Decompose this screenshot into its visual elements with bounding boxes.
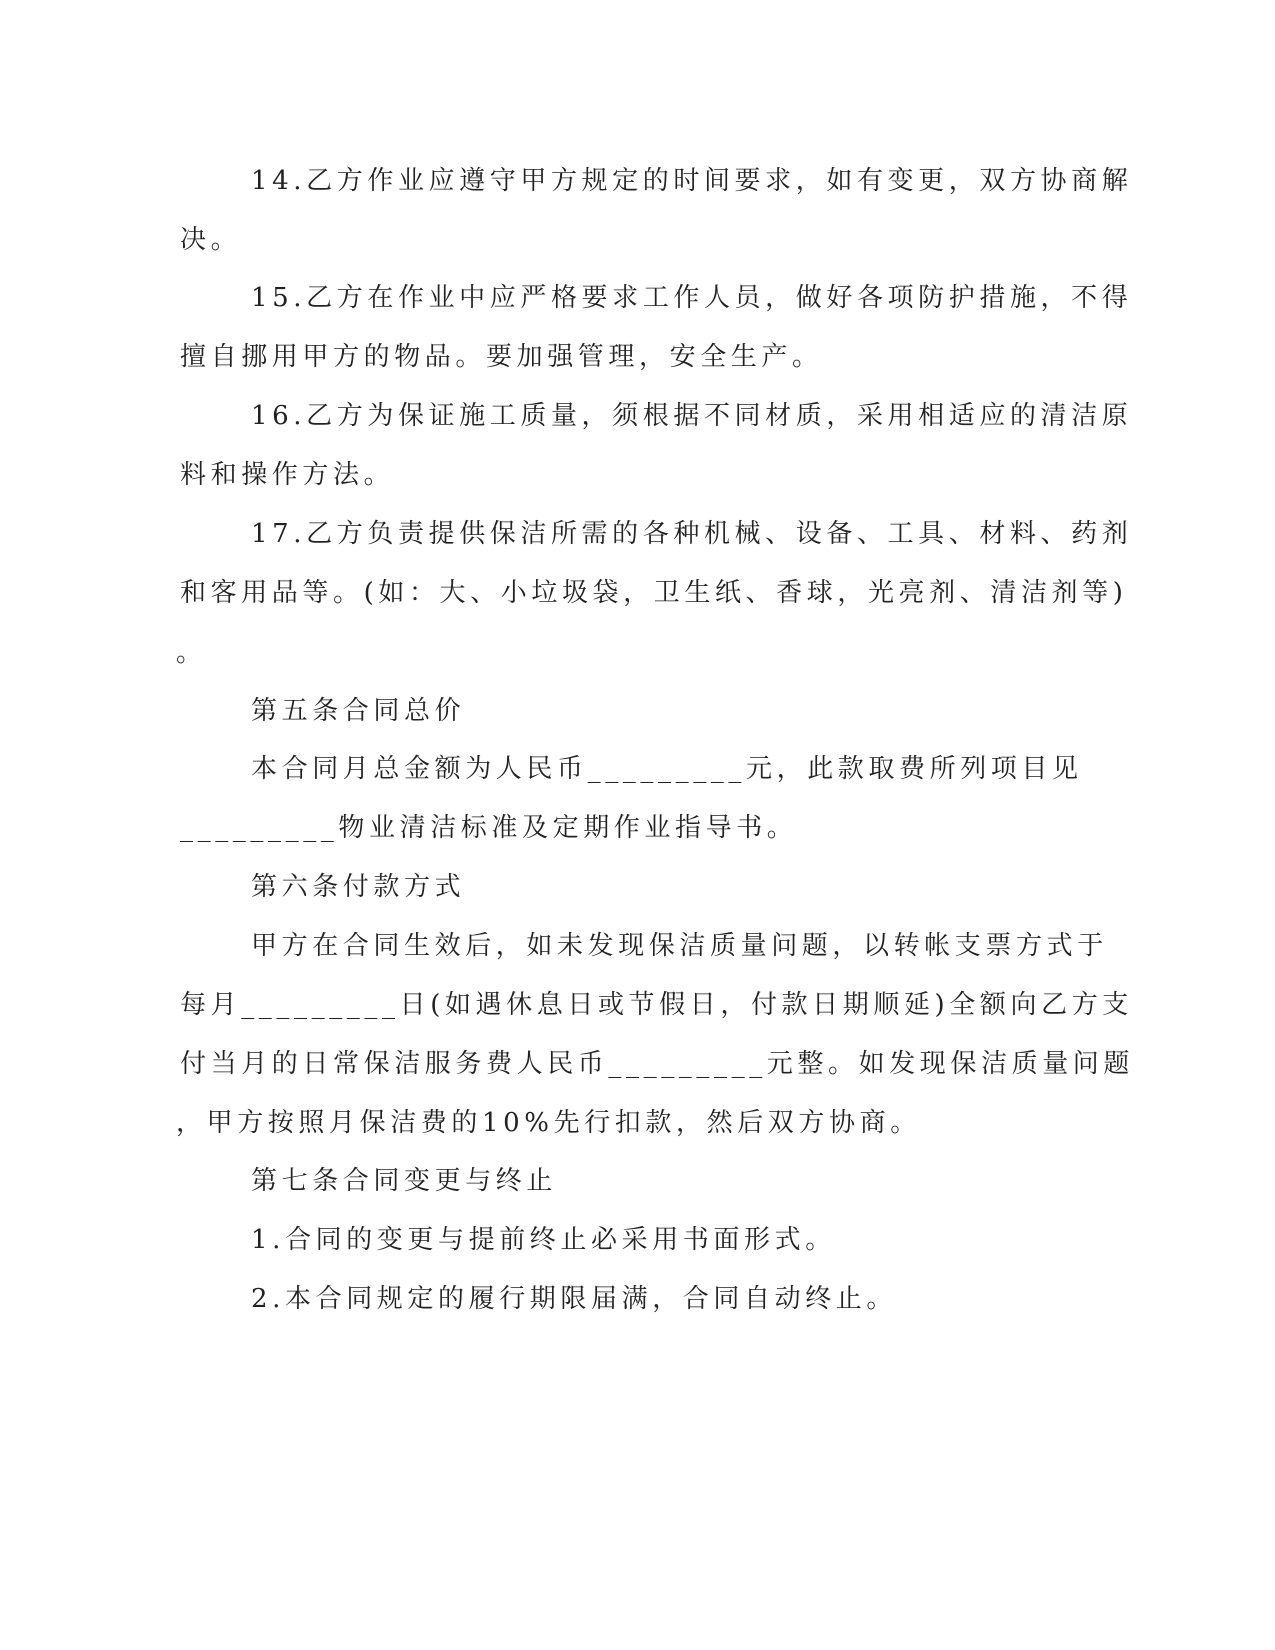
line-text: 每月_________日(如遇休息日或节假日，付款日期顺延)全额向乙方支 bbox=[180, 990, 1133, 1020]
line-text: 本合同月总金额为人民币_________元，此款取费所列项目见 bbox=[251, 754, 1083, 784]
line-text: 和客用品等。(如：大、小垃圾袋，卫生纸、香球，光亮剂、清洁剂等) bbox=[180, 578, 1128, 608]
line-text: 14.乙方作业应遵守甲方规定的时间要求，如有变更，双方协商解 bbox=[251, 166, 1133, 196]
section-heading-text: 第七条合同变更与终止 bbox=[251, 1166, 558, 1196]
line-text: 甲方在合同生效后，如未发现保洁质量问题，以转帐支票方式于 bbox=[251, 931, 1108, 961]
line-text: 15.乙方在作业中应严格要求工作人员，做好各项防护措施，不得 bbox=[251, 283, 1133, 313]
line-text: 付当月的日常保洁服务费人民币_________元整。如发现保洁质量问题 bbox=[180, 1049, 1135, 1079]
line-text: 16.乙方为保证施工质量，须根据不同材质，采用相适应的清洁原 bbox=[251, 401, 1133, 431]
line-text: 1.合同的变更与提前终止必采用书面形式。 bbox=[251, 1225, 836, 1255]
line-text: ，甲方按照月保洁费的10%先行扣款，然后双方协商。 bbox=[176, 1108, 921, 1138]
line-text: 擅自挪用甲方的物品。要加强管理，安全生产。 bbox=[180, 342, 823, 372]
line-text: 。 bbox=[176, 638, 207, 668]
section-heading-text: 第五条合同总价 bbox=[251, 696, 466, 726]
line-text: 2.本合同规定的履行期限届满，合同自动终止。 bbox=[251, 1284, 898, 1314]
line-text: _________物业清洁标准及定期作业指导书。 bbox=[180, 813, 798, 843]
line-text: 决。 bbox=[180, 225, 242, 255]
line-text: 17.乙方负责提供保洁所需的各种机械、设备、工具、材料、药剂 bbox=[251, 519, 1133, 549]
line-text: 料和操作方法。 bbox=[180, 460, 395, 490]
section-heading-text: 第六条付款方式 bbox=[251, 872, 466, 902]
